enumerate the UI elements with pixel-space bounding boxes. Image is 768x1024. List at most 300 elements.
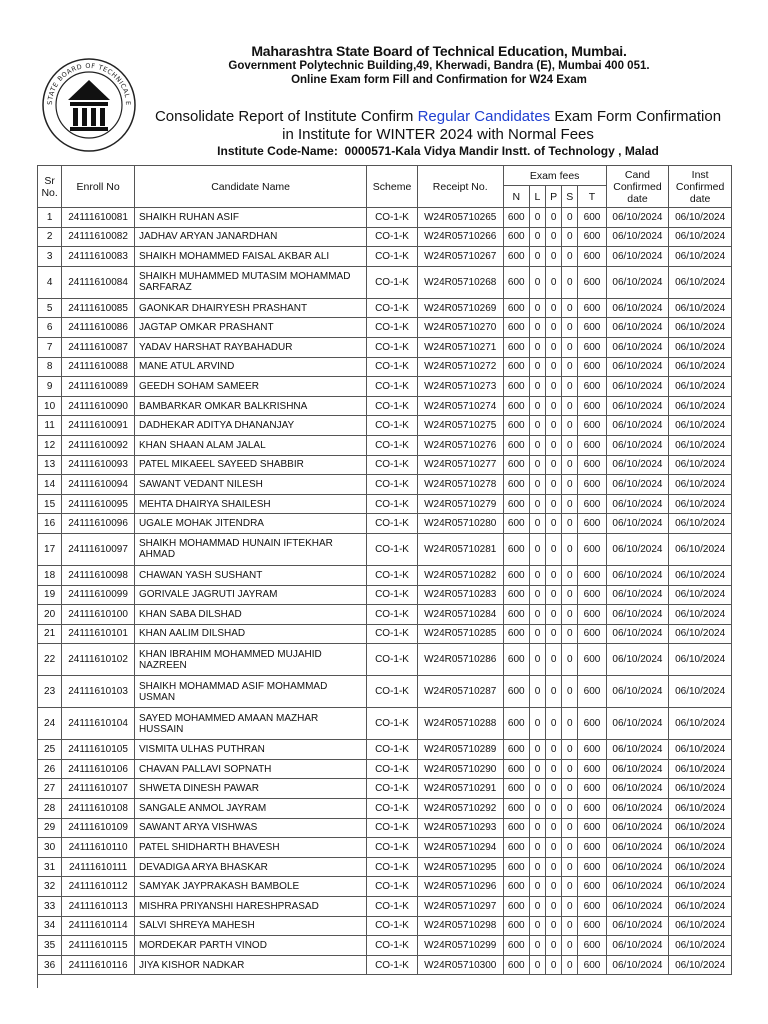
cell-n: 600 [503,605,529,625]
cell-receipt: W24R05710270 [417,318,503,338]
cell-receipt: W24R05710281 [417,533,503,565]
table-row [38,227,732,247]
cell-enroll: 24111610111 [62,857,135,877]
cell-l: 0 [529,565,545,585]
cell-n: 600 [503,533,529,565]
cell-t: 600 [578,337,606,357]
cell-cand: 06/10/2024 [606,624,669,644]
cell-sr: 28 [38,799,62,819]
cell-inst: 06/10/2024 [669,708,732,740]
cell-name: SHWETA DINESH PAWAR [134,779,366,799]
table-row [38,266,732,298]
cell-name: JAGTAP OMKAR PRASHANT [134,318,366,338]
cell-s: 0 [562,759,578,779]
cell-scheme: CO-1-K [367,337,418,357]
cell-cand: 06/10/2024 [606,318,669,338]
cell-s: 0 [562,475,578,495]
cell-sr: 10 [38,396,62,416]
cell-s: 0 [562,740,578,760]
table-row [38,298,732,318]
cell-t: 600 [578,396,606,416]
cell-enroll: 24111610100 [62,605,135,625]
cell-receipt: W24R05710268 [417,266,503,298]
cell-sr: 13 [38,455,62,475]
cell-s: 0 [562,298,578,318]
cell-p: 0 [546,779,562,799]
cell-s: 0 [562,857,578,877]
cell-cand: 06/10/2024 [606,857,669,877]
cell-cand: 06/10/2024 [606,514,669,534]
cell-scheme: CO-1-K [367,740,418,760]
cell-enroll: 24111610086 [62,318,135,338]
cell-t: 600 [578,605,606,625]
cell-n: 600 [503,585,529,605]
cell-cand: 06/10/2024 [606,298,669,318]
cell-enroll: 24111610085 [62,298,135,318]
cell-s: 0 [562,916,578,936]
cell-s: 0 [562,227,578,247]
cell-n: 600 [503,740,529,760]
cell-scheme: CO-1-K [367,227,418,247]
cell-t: 600 [578,676,606,708]
exam-subtitle: Online Exam form Fill and Confirmation for W24 Exam [291,74,587,86]
cell-name: SAYED MOHAMMED AMAAN MAZHAR HUSSAIN [134,708,366,740]
cell-scheme: CO-1-K [367,533,418,565]
cell-s: 0 [562,318,578,338]
cell-l: 0 [529,799,545,819]
cell-enroll: 24111610113 [62,897,135,917]
cell-t: 600 [578,936,606,956]
cell-receipt: W24R05710274 [417,396,503,416]
cell-enroll: 24111610094 [62,475,135,495]
cell-sr: 6 [38,318,62,338]
table-row [38,435,732,455]
col-s: S [562,186,578,208]
cell-receipt: W24R05710285 [417,624,503,644]
cell-inst: 06/10/2024 [669,936,732,956]
cell-p: 0 [546,955,562,975]
cell-p: 0 [546,396,562,416]
cell-s: 0 [562,877,578,897]
cell-inst: 06/10/2024 [669,759,732,779]
cell-name: SHAIKH RUHAN ASIF [134,208,366,228]
table-row [38,565,732,585]
cell-scheme: CO-1-K [367,377,418,397]
cell-enroll: 24111610091 [62,416,135,436]
cell-n: 600 [503,494,529,514]
cell-cand: 06/10/2024 [606,416,669,436]
cell-enroll: 24111610089 [62,377,135,397]
cell-sr: 18 [38,565,62,585]
table-row [38,624,732,644]
cell-scheme: CO-1-K [367,416,418,436]
cell-p: 0 [546,533,562,565]
cell-n: 600 [503,838,529,858]
cell-l: 0 [529,740,545,760]
cell-enroll: 24111610102 [62,644,135,676]
cell-inst: 06/10/2024 [669,779,732,799]
report-title-pre: Consolidate Report of Institute Confirm [154,108,418,125]
cell-l: 0 [529,227,545,247]
cell-scheme: CO-1-K [367,624,418,644]
cell-t: 600 [578,208,606,228]
cell-name: SHAIKH MUHAMMED MUTASIM MOHAMMAD SARFARAZ [134,266,366,298]
cell-p: 0 [546,605,562,625]
cell-n: 600 [503,936,529,956]
cell-cand: 06/10/2024 [606,396,669,416]
cell-sr: 20 [38,605,62,625]
cell-sr: 11 [38,416,62,436]
cell-scheme: CO-1-K [367,838,418,858]
cell-scheme: CO-1-K [367,877,418,897]
cell-t: 600 [578,266,606,298]
cell-receipt: W24R05710288 [417,708,503,740]
table-row [38,936,732,956]
cell-name: VISMITA ULHAS PUTHRAN [134,740,366,760]
cell-sr: 16 [38,514,62,534]
cell-name: SAWANT ARYA VISHWAS [134,818,366,838]
cell-receipt: W24R05710286 [417,644,503,676]
table-row [38,955,732,975]
cell-inst: 06/10/2024 [669,676,732,708]
cell-inst: 06/10/2024 [669,208,732,228]
cell-t: 600 [578,644,606,676]
cell-n: 600 [503,337,529,357]
cell-inst: 06/10/2024 [669,494,732,514]
cell-receipt: W24R05710292 [417,799,503,819]
cell-receipt: W24R05710291 [417,779,503,799]
cell-inst: 06/10/2024 [669,877,732,897]
cell-cand: 06/10/2024 [606,565,669,585]
cell-name: MISHRA PRIYANSHI HARESHPRASAD [134,897,366,917]
table-row [38,740,732,760]
cell-inst: 06/10/2024 [669,818,732,838]
cell-cand: 06/10/2024 [606,708,669,740]
cell-enroll: 24111610103 [62,676,135,708]
cell-name: GAONKAR DHAIRYESH PRASHANT [134,298,366,318]
cell-l: 0 [529,708,545,740]
cell-p: 0 [546,208,562,228]
col-enroll: Enroll No [62,166,135,208]
cell-sr: 25 [38,740,62,760]
cell-n: 600 [503,435,529,455]
cell-l: 0 [529,624,545,644]
cell-sr: 7 [38,337,62,357]
cell-sr: 36 [38,955,62,975]
table-row [38,455,732,475]
cell-cand: 06/10/2024 [606,266,669,298]
cell-cand: 06/10/2024 [606,799,669,819]
cell-sr: 34 [38,916,62,936]
cell-t: 600 [578,318,606,338]
table-row [38,818,732,838]
cell-receipt: W24R05710290 [417,759,503,779]
cell-n: 600 [503,818,529,838]
cell-p: 0 [546,585,562,605]
cell-inst: 06/10/2024 [669,396,732,416]
cell-enroll: 24111610084 [62,266,135,298]
cell-name: YADAV HARSHAT RAYBAHADUR [134,337,366,357]
cell-l: 0 [529,916,545,936]
cell-inst: 06/10/2024 [669,475,732,495]
cell-p: 0 [546,818,562,838]
cell-cand: 06/10/2024 [606,494,669,514]
cell-n: 600 [503,396,529,416]
cell-t: 600 [578,455,606,475]
table-body [38,208,732,975]
cell-inst: 06/10/2024 [669,916,732,936]
cell-receipt: W24R05710269 [417,298,503,318]
cell-receipt: W24R05710300 [417,955,503,975]
cell-n: 600 [503,897,529,917]
cell-n: 600 [503,916,529,936]
cell-cand: 06/10/2024 [606,377,669,397]
cell-inst: 06/10/2024 [669,377,732,397]
cell-receipt: W24R05710293 [417,818,503,838]
cell-sr: 22 [38,644,62,676]
cell-receipt: W24R05710284 [417,605,503,625]
cell-name: PATEL SHIDHARTH BHAVESH [134,838,366,858]
cell-inst: 06/10/2024 [669,955,732,975]
table-row [38,799,732,819]
cell-name: DEVADIGA ARYA BHASKAR [134,857,366,877]
cell-enroll: 24111610114 [62,916,135,936]
board-title: Maharashtra State Board of Technical Education, Mumbai. [251,43,627,59]
cell-inst: 06/10/2024 [669,227,732,247]
cell-p: 0 [546,357,562,377]
cell-enroll: 24111610093 [62,455,135,475]
cell-p: 0 [546,857,562,877]
cell-inst: 06/10/2024 [669,455,732,475]
cell-cand: 06/10/2024 [606,585,669,605]
cell-enroll: 24111610098 [62,565,135,585]
cell-sr: 17 [38,533,62,565]
cell-cand: 06/10/2024 [606,455,669,475]
cell-p: 0 [546,916,562,936]
cell-scheme: CO-1-K [367,644,418,676]
cell-cand: 06/10/2024 [606,227,669,247]
cell-scheme: CO-1-K [367,676,418,708]
cell-cand: 06/10/2024 [606,838,669,858]
cell-p: 0 [546,298,562,318]
cell-scheme: CO-1-K [367,897,418,917]
table-row [38,838,732,858]
cell-s: 0 [562,838,578,858]
cell-name: MANE ATUL ARVIND [134,357,366,377]
cell-p: 0 [546,877,562,897]
table-row [38,475,732,495]
cell-scheme: CO-1-K [367,266,418,298]
cell-l: 0 [529,318,545,338]
table-row [38,247,732,267]
cell-sr: 35 [38,936,62,956]
cell-enroll: 24111610108 [62,799,135,819]
cell-scheme: CO-1-K [367,435,418,455]
cell-l: 0 [529,644,545,676]
cell-s: 0 [562,494,578,514]
cell-n: 600 [503,799,529,819]
cell-sr: 31 [38,857,62,877]
cell-p: 0 [546,799,562,819]
cell-t: 600 [578,247,606,267]
cell-l: 0 [529,877,545,897]
table-row [38,897,732,917]
cell-inst: 06/10/2024 [669,416,732,436]
cell-n: 600 [503,708,529,740]
cell-enroll: 24111610109 [62,818,135,838]
cell-receipt: W24R05710283 [417,585,503,605]
col-inst-date: Inst Confirmed date [669,166,732,208]
cell-sr: 5 [38,298,62,318]
cell-s: 0 [562,624,578,644]
cell-scheme: CO-1-K [367,475,418,495]
cell-scheme: CO-1-K [367,779,418,799]
cell-enroll: 24111610112 [62,877,135,897]
cell-n: 600 [503,676,529,708]
cell-enroll: 24111610081 [62,208,135,228]
cell-p: 0 [546,416,562,436]
report-title-post: Exam Form Confirmation [550,108,722,125]
cell-cand: 06/10/2024 [606,533,669,565]
cell-n: 600 [503,208,529,228]
cell-s: 0 [562,455,578,475]
cell-sr: 21 [38,624,62,644]
cell-t: 600 [578,624,606,644]
cell-s: 0 [562,565,578,585]
cell-n: 600 [503,514,529,534]
cell-t: 600 [578,475,606,495]
cell-sr: 32 [38,877,62,897]
cell-name: PATEL MIKAEEL SAYEED SHABBIR [134,455,366,475]
cell-s: 0 [562,514,578,534]
cell-l: 0 [529,455,545,475]
cell-inst: 06/10/2024 [669,337,732,357]
cell-sr: 1 [38,208,62,228]
svg-text:STATE BOARD OF TECHNICAL EDUCA: STATE BOARD OF TECHNICAL E [45,61,133,106]
cell-sr: 9 [38,377,62,397]
cell-enroll: 24111610104 [62,708,135,740]
cell-s: 0 [562,644,578,676]
cell-t: 600 [578,740,606,760]
cell-t: 600 [578,818,606,838]
cell-n: 600 [503,565,529,585]
cell-n: 600 [503,857,529,877]
cell-name: SAMYAK JAYPRAKASH BAMBOLE [134,877,366,897]
cell-scheme: CO-1-K [367,318,418,338]
cell-p: 0 [546,514,562,534]
cell-cand: 06/10/2024 [606,475,669,495]
cell-name: KHAN SABA DILSHAD [134,605,366,625]
cell-cand: 06/10/2024 [606,877,669,897]
cell-l: 0 [529,779,545,799]
table-row [38,416,732,436]
cell-receipt: W24R05710267 [417,247,503,267]
cell-cand: 06/10/2024 [606,676,669,708]
cell-receipt: W24R05710277 [417,455,503,475]
cell-cand: 06/10/2024 [606,357,669,377]
cell-n: 600 [503,475,529,495]
cell-name: CHAWAN YASH SUSHANT [134,565,366,585]
table-row [38,208,732,228]
cell-scheme: CO-1-K [367,247,418,267]
cell-inst: 06/10/2024 [669,565,732,585]
board-address: Government Polytechnic Building,49, Kherwadi, Bandra (E), Mumbai 400 051. [228,60,650,72]
cell-name: SHAIKH MOHAMMED FAISAL AKBAR ALI [134,247,366,267]
cell-p: 0 [546,565,562,585]
col-name: Candidate Name [134,166,366,208]
cell-s: 0 [562,897,578,917]
cell-p: 0 [546,337,562,357]
cell-n: 600 [503,266,529,298]
cell-n: 600 [503,624,529,644]
cell-t: 600 [578,799,606,819]
cell-n: 600 [503,298,529,318]
cell-l: 0 [529,514,545,534]
table-row [38,916,732,936]
col-n: N [503,186,529,208]
cell-t: 600 [578,494,606,514]
cell-l: 0 [529,818,545,838]
cell-s: 0 [562,818,578,838]
col-sr: Sr No. [38,166,62,208]
cell-receipt: W24R05710276 [417,435,503,455]
cell-t: 600 [578,227,606,247]
institute-value: 0000571-Kala Vidya Mandir Instt. of Technology , Malad [344,144,659,158]
cell-p: 0 [546,838,562,858]
cell-name: MORDEKAR PARTH VINOD [134,936,366,956]
cell-name: JIYA KISHOR NADKAR [134,955,366,975]
cell-name: SANGALE ANMOL JAYRAM [134,799,366,819]
cell-l: 0 [529,533,545,565]
cell-t: 600 [578,377,606,397]
cell-n: 600 [503,247,529,267]
cell-sr: 26 [38,759,62,779]
cell-s: 0 [562,708,578,740]
table-row [38,779,732,799]
cell-enroll: 24111610107 [62,779,135,799]
cell-s: 0 [562,208,578,228]
cell-sr: 8 [38,357,62,377]
cell-t: 600 [578,779,606,799]
cell-n: 600 [503,455,529,475]
table-row [38,337,732,357]
cell-s: 0 [562,416,578,436]
cell-name: CHAVAN PALLAVI SOPNATH [134,759,366,779]
cell-s: 0 [562,585,578,605]
cell-inst: 06/10/2024 [669,435,732,455]
cell-l: 0 [529,955,545,975]
cell-l: 0 [529,337,545,357]
col-exam-fees: Exam fees [503,166,606,186]
cell-t: 600 [578,565,606,585]
cell-s: 0 [562,779,578,799]
cell-name: GEEDH SOHAM SAMEER [134,377,366,397]
cell-name: SHAIKH MOHAMMAD HUNAIN IFTEKHAR AHMAD [134,533,366,565]
cell-cand: 06/10/2024 [606,740,669,760]
cell-cand: 06/10/2024 [606,644,669,676]
cell-enroll: 24111610110 [62,838,135,858]
cell-s: 0 [562,676,578,708]
cell-inst: 06/10/2024 [669,897,732,917]
cell-s: 0 [562,955,578,975]
cell-sr: 29 [38,818,62,838]
cell-cand: 06/10/2024 [606,818,669,838]
cell-s: 0 [562,799,578,819]
cell-scheme: CO-1-K [367,799,418,819]
cell-scheme: CO-1-K [367,936,418,956]
cell-p: 0 [546,494,562,514]
cell-inst: 06/10/2024 [669,533,732,565]
